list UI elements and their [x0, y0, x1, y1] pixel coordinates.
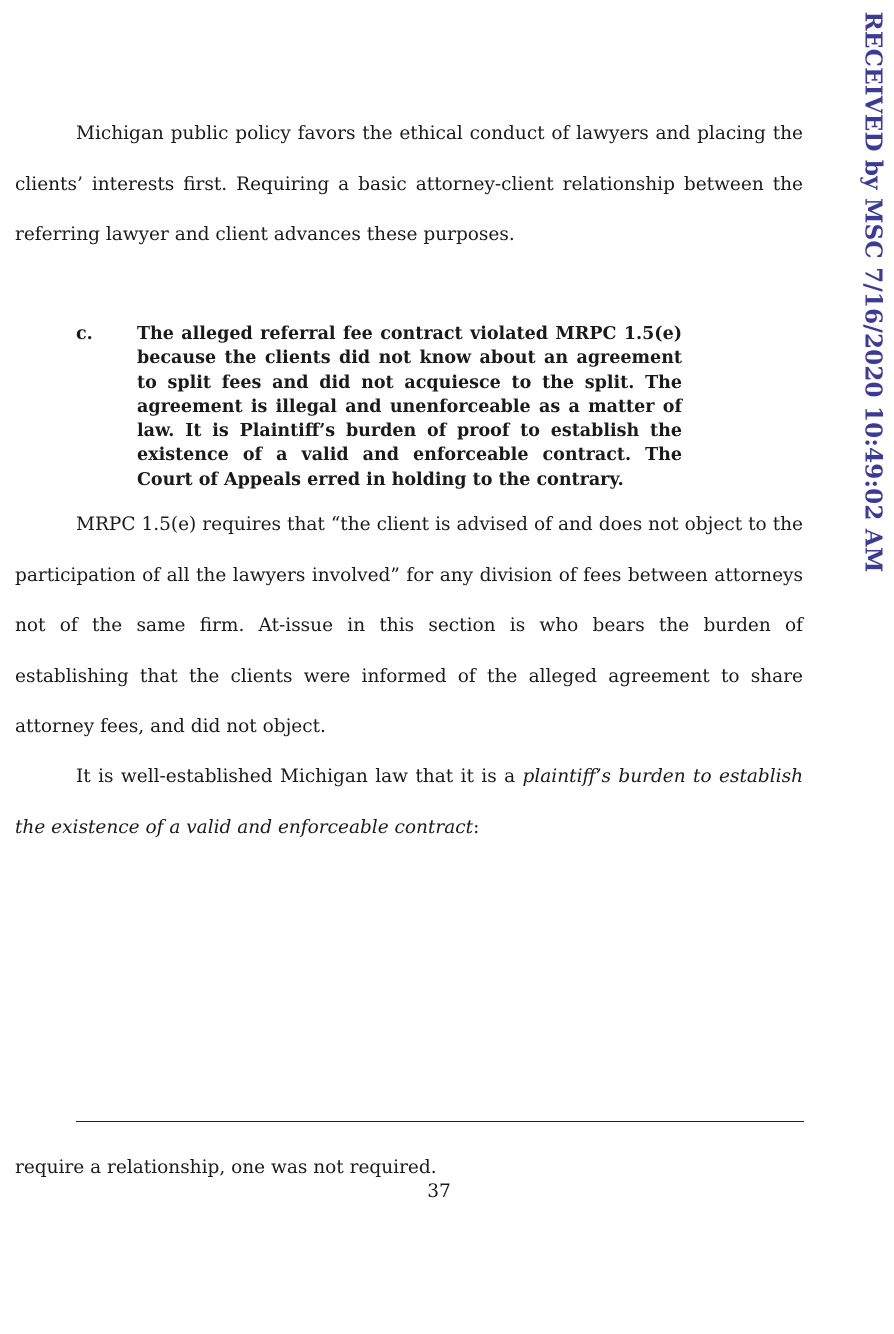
body-paragraph-mrpc: MRPC 1.5(e) requires that “the client is advised of and does not object to the participation of all the lawyers involved” for any division of fees between attorneys not of the same firm. At-issue in this section is who bears the burden of establishing that the clients were informed of the alleged agreement to share attorney fees, and did not object. [15, 514, 803, 737]
burden-tail-text: : [473, 816, 480, 838]
section-letter: c. [76, 324, 93, 344]
burden-lead-text: It is well-established Michigan law that it is a [76, 766, 523, 787]
footnote-divider [76, 1121, 804, 1122]
page-number: 37 [427, 1181, 451, 1202]
received-stamp: RECEIVED by MSC 7/16/2020 10:49:02 AM [859, 11, 887, 573]
body-paragraph-public-policy: Michigan public policy favors the ethical conduct of lawyers and placing the clients’ interests first. Requiring a basic attorney-client relationship between the referring lawyer and client advances these purposes. [15, 123, 803, 245]
footnote-text: require a relationship, one was not required. [15, 1157, 437, 1178]
section-heading-text: The alleged referral fee contract violated MRPC 1.5(e) because the clients did not know about an agreement to split fees and did not acquiesce to the split. The agreement is illegal and unenforceable as a matter of law. It is Plaintiff’s burden of proof to establish the existence of a valid and enforceable contract. The Court of Appeals erred in holding to the contrary. [137, 324, 682, 490]
burden-italic-text: plaintiff’s burden to establish the existence of a valid and enforceable contract [15, 766, 803, 838]
body-paragraph-burden [15, 752, 803, 853]
